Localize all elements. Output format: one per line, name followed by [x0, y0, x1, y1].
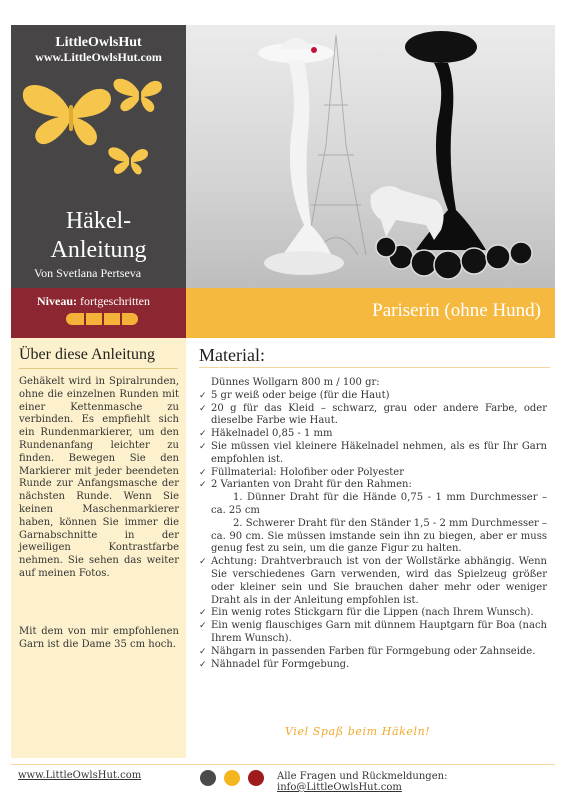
butterfly-icon — [114, 79, 162, 112]
check-icon: ✓ — [199, 480, 207, 491]
contact-email-link[interactable]: info@LittleOwlsHut.com — [277, 782, 402, 793]
list-subitem: 1. Dünner Draht für die Hände 0,75 - 1 mm Durchmesser – ca. 25 cm — [211, 492, 547, 516]
list-item: ✓ 20 g für das Kleid – schwarz, grau oder andere Farbe, oder dieselbe Farbe wie Haut. — [199, 402, 547, 427]
check-icon: ✓ — [199, 659, 207, 670]
butterfly-icon — [108, 147, 148, 174]
list-item: ✓ Ein wenig rotes Stickgarn für die Lippen (nach Ihrem Wunsch). — [199, 607, 534, 619]
difficulty-label: Niveau: fortgeschritten — [37, 294, 150, 308]
check-icon: ✓ — [199, 390, 207, 401]
butterfly-icons — [11, 71, 186, 206]
product-photo — [186, 25, 555, 288]
brand-block — [11, 35, 186, 65]
brand-name: LittleOwlsHut — [55, 35, 142, 50]
check-icon: ✓ — [199, 646, 207, 657]
about-paragraph: Mit dem von mir empfohlenen Garn ist die Dame 35 cm hoch. — [19, 626, 179, 650]
divider — [199, 367, 550, 368]
check-icon: ✓ — [199, 557, 207, 568]
dot-red — [248, 770, 264, 786]
difficulty-value: fortgeschritten — [80, 294, 150, 308]
pattern-title: Pariserin (ohne Hund) — [372, 300, 541, 321]
list-item: ✓ 2 Varianten von Draht für den Rahmen: — [199, 479, 412, 491]
divider — [19, 368, 178, 369]
document-title: Häkel- Anleitung — [50, 208, 147, 263]
doll-illustration — [186, 25, 555, 288]
butterfly-icon — [23, 85, 111, 145]
pattern-title-band — [186, 288, 555, 338]
footer-divider — [11, 764, 555, 765]
about-paragraph: Gehäkelt wird in Spiralrunden, ohne die einzelnen Runden mit einer Kettenmasche zu verbinden. Es empfiehlt sich ein Rundenmarkierer, um den Rundenanfang leichter zu finden. Bewegen Sie den Markierer mit jeder beendeten Runde zur Anfangsmasche der nächsten Runde. Wenn Sie keinen Maschenmarkierer haben, können Sie immer die Garnabschnitte in der jeweiligen Kontrastfarbe nehmen. Sie sehen das weiter auf meinen Fotos. — [19, 376, 179, 579]
list-item: ✓ Nähnadel für Formgebung. — [199, 658, 350, 670]
closing-wish: Viel Spaß beim Häkeln! — [285, 725, 431, 738]
about-heading: Über diese Anleitung — [19, 346, 155, 363]
list-item: ✓ Häkelnadel 0,85 - 1 mm — [199, 428, 333, 440]
materials-heading: Material: — [199, 345, 265, 365]
difficulty-meter — [66, 313, 138, 325]
list-item: ✓ 5 gr weiß oder beige (für die Haut) — [199, 389, 390, 401]
footer-contact: Alle Fragen und Rückmeldungen: info@LittleOwlsHut.com — [277, 771, 448, 793]
list-subitem: 2. Schwerer Draht für den Ständer 1,5 - 2 mm Durchmesser – ca. 90 cm. Sie müssen imstande sein ihn zu biegen, aber er muss genug fest zu sein, um die ganze Figur zu halten. — [211, 517, 547, 555]
list-item: ✓ Füllmaterial: Holofiber oder Polyester — [199, 466, 405, 478]
check-icon: ✓ — [199, 403, 207, 414]
dot-yellow — [224, 770, 240, 786]
list-item: ✓ Nähgarn in passenden Farben für Formgebung oder Zahnseide. — [199, 645, 536, 657]
check-icon: ✓ — [199, 429, 207, 440]
footer-url-link[interactable]: www.LittleOwlsHut.com — [18, 770, 142, 781]
about-sidebar — [11, 338, 186, 758]
check-icon: ✓ — [199, 608, 207, 619]
materials-list — [199, 377, 547, 671]
dot-dark — [200, 770, 216, 786]
list-item: ✓ Achtung: Drahtverbrauch ist von der Wollstärke abhängig. Wenn Sie verschiedenes Garn verwenden, wird das Spielzeug größer oder kleiner sein und Sie brauchen daher mehr oder weniger Draht als in der Anleitung empfohlen ist. — [199, 556, 547, 606]
list-item: ✓ Ein wenig flauschiges Garn mit dünnem Hauptgarn für Boa (nach Ihrem Wunsch). — [199, 620, 547, 644]
materials-intro: Dünnes Wollgarn 800 m / 100 gr: — [211, 377, 380, 388]
list-item: ✓ Sie müssen viel kleinere Häkelnadel nehmen, als es für Ihr Garn empfohlen ist. — [199, 440, 547, 465]
difficulty-band — [11, 288, 186, 338]
check-icon: ✓ — [199, 441, 207, 452]
brand-url[interactable]: www.LittleOwlsHut.com — [35, 50, 162, 64]
check-icon: ✓ — [199, 467, 207, 478]
header-panel — [11, 25, 186, 288]
author: Von Svetlana Pertseva — [34, 266, 142, 280]
check-icon: ✓ — [199, 621, 207, 632]
